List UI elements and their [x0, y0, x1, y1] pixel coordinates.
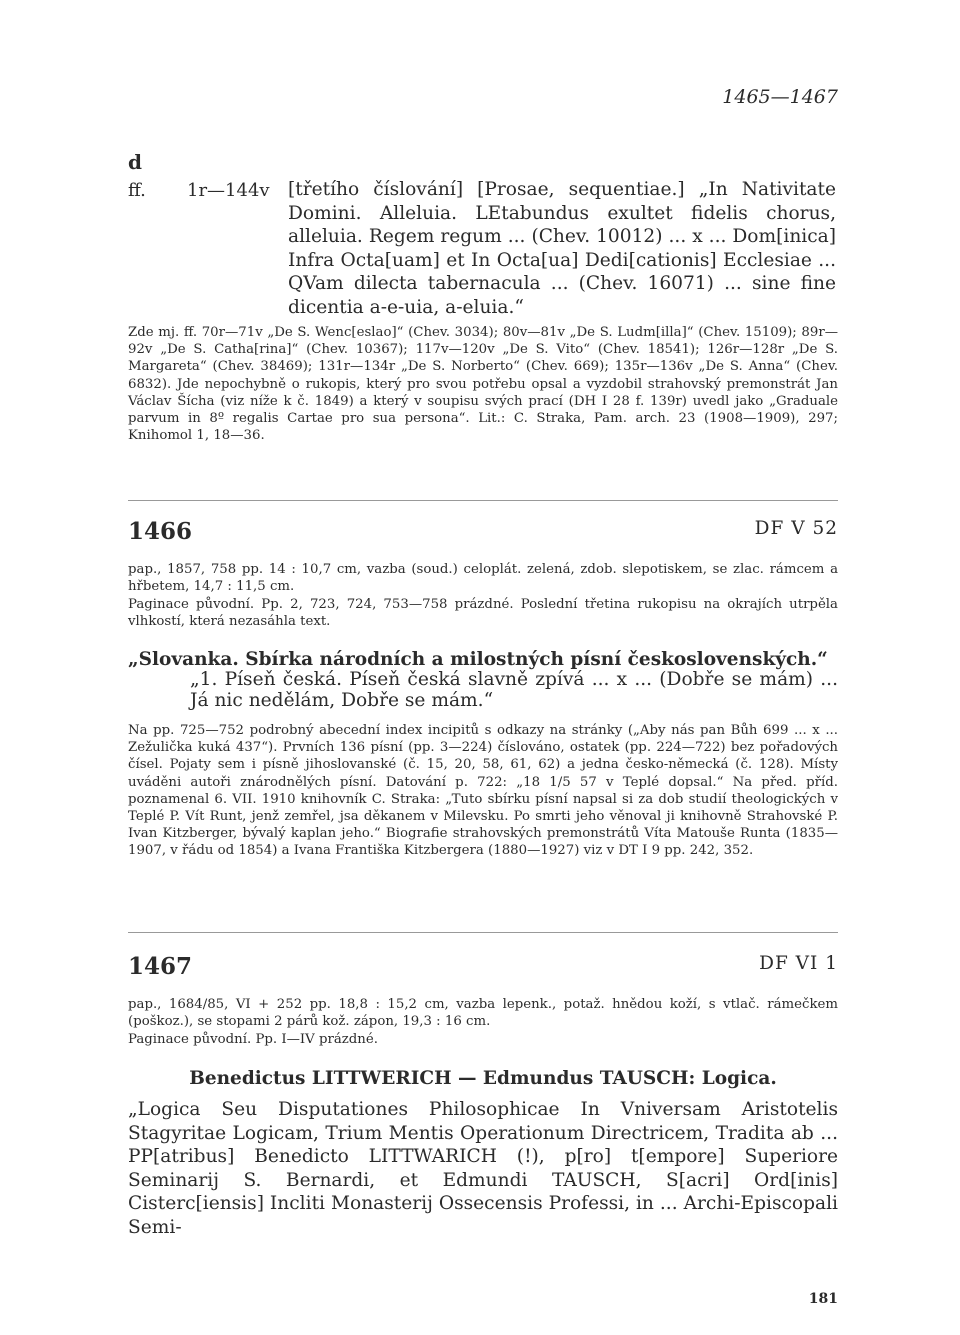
entry-number-1467: 1467 — [128, 953, 193, 980]
pagination-note-1466: Paginace původní. Pp. 2, 723, 724, 753—758 prázdné. Poslední třetina rukopisu na okrajích utrpěla vlhkostí, která nezasáhla text. — [128, 597, 838, 630]
manuscript-title-1466: „Slovanka. Sbírka národních a milostných písní československých.“ — [128, 649, 828, 670]
folio-range: 1r—144v — [187, 180, 270, 201]
physical-description-1467: pap., 1684/85, VI + 252 pp. 18,8 : 15,2 cm, vazba lepenk., potaž. hnědou koží, s vtlač. rámečkem (poškoz.), se stopami 2 párů kož. zápon, 19,3 : 16 cm. — [128, 997, 838, 1030]
section-divider — [128, 500, 838, 501]
incipit-1466: „1. Píseň česká. Píseň česká slavně zpívá ... x ... (Dobře se mám) ... Já nic nedělám, Dobře se mám.“ — [190, 669, 838, 711]
page-header-range: 1465—1467 — [722, 86, 838, 108]
shelfmark-1467: DF VI 1 — [759, 953, 838, 974]
section-divider — [128, 932, 838, 933]
pagination-note-1467: Paginace původní. Pp. I—IV prázdné. — [128, 1032, 378, 1047]
sequence-incipit-text: [třetího číslování] [Prosae, sequentiae.] „In Nativitate Domini. Alleluia. LEtabundus exultet fidelis chorus, alleluia. Regem regum ... (Chev. 10012) ... x ... Dom[inica] Infra Octa[uam] et In Octa[ua] Dedi[cationis] Ecclesiae ... QVam dilecta tabernacula ... (Chev. 16071) ... sine fine dicentia a-e-uia, a-eluia.“ — [288, 179, 836, 318]
incipit-1467: „Logica Seu Disputationes Philosophicae In Vniversam Aristotelis Stagyritae Logicam, Trium Mentis Operationum Directricem, Tradita ab ... PP[atribus] Benedicto LITTWARICH (!), p[ro] t[empore] Superiore Seminarij S. Bernardi, et Edmundi TAUSCH, S[acri] Ord[inis] Cisterc[iensis] Incliti Monasterij Ossecensis Professi, in ... Archi-Episcopali Semi- — [128, 1099, 838, 1238]
prev-entry-notes: Zde mj. ff. 70r—71v „De S. Wenc[eslao]“ (Chev. 3034); 80v—81v „De S. Ludm[illa]“ (Chev. 15109); 89r—92v „De S. Catha[rina]“ (Chev. 10367); 117v—120v „De S. Vito“ (Chev. 18541); 126r—128r „De S. Margareta“ (Chev. 38469); 131r—134r „De S. Norberto“ (Chev. 669); 135r—136v „De S. Anna“ (Chev. 6832). Jde nepochybně o rukopis, který pro svou potřebu opsal a vyzdobil strahovský premonstrát Jan Václav Šícha (viz níže k č. 1849) a který v soupisu svých prací (DH I 28 f. 139r) uvedl jako „Graduale parvum in 8º regalis Cartae pro sua persona“. Lit.: C. Straka, Pam. arch. 23 (1908—1909), 297; Knihomol 1, 18—36. — [128, 325, 838, 444]
page-number: 181 — [808, 1291, 838, 1307]
shelfmark-1466: DF V 52 — [754, 518, 838, 539]
folio-label: ff. — [128, 180, 146, 201]
entry-number-1466: 1466 — [128, 518, 193, 545]
physical-description-1466: pap., 1857, 758 pp. 14 : 10,7 cm, vazba (soud.) celoplát. zelená, zdob. slepotiskem, se zlac. rámcem a hřbetem, 14,7 : 11,5 cm. — [128, 562, 838, 595]
content-notes-1466: Na pp. 725—752 podrobný abecední index incipitů s odkazy na stránky („Aby nás pan Bůh 699 ... x ... Zežulička kuká 437“). Prvních 136 písní (pp. 3—224) číslováno, ostatek (pp. 224—722) bez pořadových čísel. Pojaty sem i písně jihoslovanské (č. 15, 20, 58, 61, 62) a jedna česko-německá (č. 128). Místy uváděni autoři znárodnělých písní. Datování p. 722: „18 1/5 57 v Teplé dopsal.“ Na před. příd. poznamenal 6. VII. 1910 knihovník C. Straka: „Tuto sbírku písní napsal si za dob studií theologických v Teplé P. Vít Runt, jenž zemřel, jsa děkanem v Milevsku. Po smrti jeho věnoval ji knihovně Strahovské P. Ivan Kitzberger, bývalý kaplan jeho.“ Biografie strahovských premonstrátů Víta Matouše Runta (1835—1907, v řádu od 1854) a Ivana Františka Kitzbergera (1880—1927) viz v DT I 9 pp. 242, 352. — [128, 723, 838, 859]
manuscript-title-1467: Benedictus LITTWERICH — Edmundus TAUSCH: Logica. — [189, 1068, 777, 1089]
entry-lead-letter: d — [128, 150, 142, 174]
